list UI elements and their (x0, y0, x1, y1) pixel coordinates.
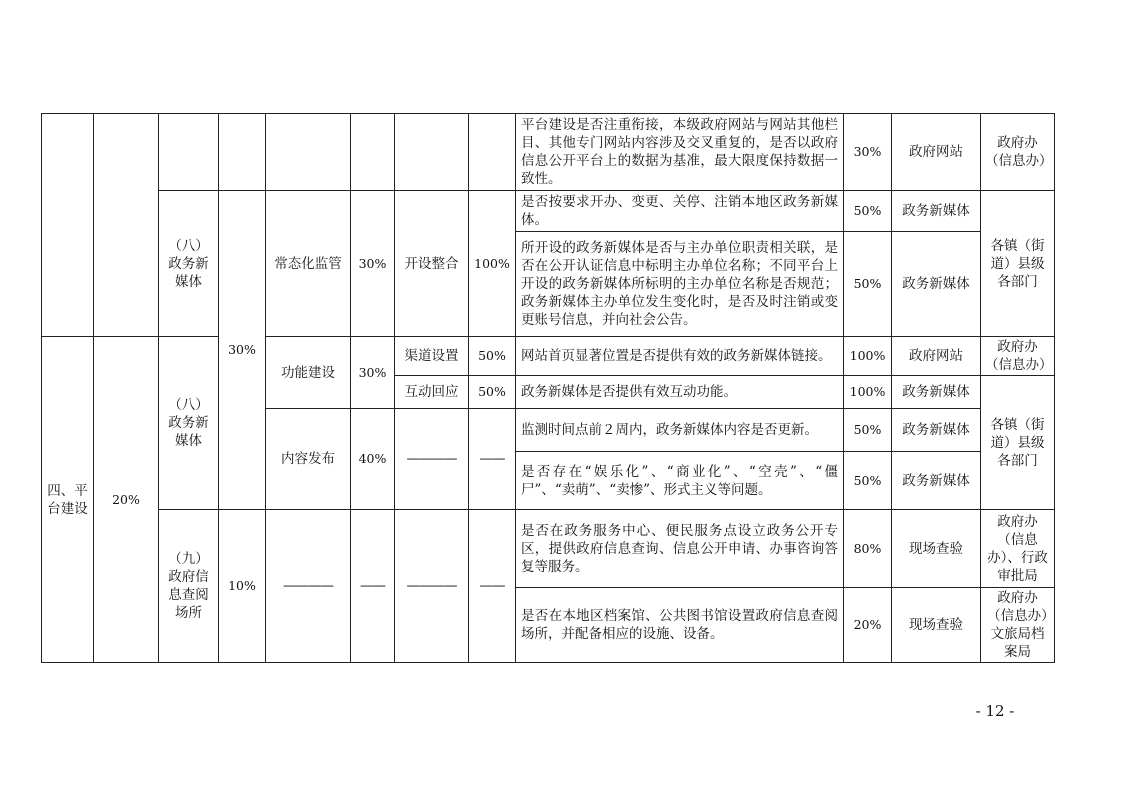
category-weight-cell: 10% (219, 510, 266, 663)
criterion-cell: 是否存在“娱乐化”、“商业化”、“空壳”、“僵尸”、“卖萌”、“卖惨”、形式主义等问题。 (516, 452, 844, 510)
score-weight-cell: 100% (844, 376, 892, 409)
score-weight-cell: 50% (844, 191, 892, 232)
owner-cell: 政府办（信息办）、行政审批局 (981, 510, 1055, 588)
blank-cell (42, 114, 94, 337)
blank-cell (266, 114, 351, 191)
item-weight-cell: —— (469, 510, 516, 663)
blank-cell (159, 114, 219, 191)
table-row (42, 191, 1055, 232)
category-cell: （八）政务新媒体 (159, 337, 219, 510)
item-cell: 互动回应 (395, 376, 469, 409)
criterion-cell: 是否按要求开办、变更、关停、注销本地区政务新媒体。 (516, 191, 844, 232)
method-cell: 政务新媒体 (892, 452, 981, 510)
criterion-cell: 平台建设是否注重衔接，本级政府网站与网站其他栏目、其他专门网站内容涉及交叉重复的，是否以政府信息公开平台上的数据为基准，最大限度保持数据一致性。 (516, 114, 844, 191)
blank-cell (351, 114, 395, 191)
section-weight-cell: 20% (94, 337, 159, 663)
score-weight-cell: 30% (844, 114, 892, 191)
score-weight-cell: 100% (844, 337, 892, 376)
criterion-cell: 是否在政务服务中心、便民服务点设立政务公开专区，提供政府信息查询、信息公开申请、办事咨询答复等服务。 (516, 510, 844, 588)
subcategory-weight-cell: 30% (351, 191, 395, 337)
item-weight-cell: —— (469, 409, 516, 510)
category-cell: （九）政府信息查阅场所 (159, 510, 219, 663)
method-cell: 政务新媒体 (892, 409, 981, 452)
blank-cell (94, 114, 159, 337)
subcategory-cell: 功能建设 (266, 337, 351, 409)
criterion-cell: 所开设的政务新媒体是否与主办单位职责相关联，是否在公开认证信息中标明主办单位名称；不同平台上开设的政务新媒体所标明的主办单位名称是否规范；政务新媒体主办单位发生变化时，是否及时注销或变更账号信息，并向社会公告。 (516, 232, 844, 337)
page-number: - 12 - (975, 702, 1015, 720)
criterion-cell: 是否在本地区档案馆、公共图书馆设置政府信息查阅场所，并配备相应的设施、设备。 (516, 588, 844, 663)
owner-cell: 各镇（街道）县级各部门 (981, 376, 1055, 510)
criterion-cell: 网站首页显著位置是否提供有效的政务新媒体链接。 (516, 337, 844, 376)
owner-cell: 政府办（信息办） (981, 114, 1055, 191)
subcategory-cell: ———— (266, 510, 351, 663)
score-weight-cell: 50% (844, 452, 892, 510)
method-cell: 政务新媒体 (892, 376, 981, 409)
item-cell: 渠道设置 (395, 337, 469, 376)
evaluation-table (41, 113, 1055, 663)
method-cell: 政府网站 (892, 337, 981, 376)
blank-cell (395, 114, 469, 191)
table-row (42, 337, 1055, 376)
method-cell: 现场查验 (892, 510, 981, 588)
method-cell: 政务新媒体 (892, 191, 981, 232)
section-cell: 四、平台建设 (42, 337, 94, 663)
subcategory-cell: 常态化监管 (266, 191, 351, 337)
table-row (42, 510, 1055, 588)
table-row (42, 114, 1055, 191)
item-weight-cell: 100% (469, 191, 516, 337)
item-cell: ———— (395, 409, 469, 510)
blank-cell (219, 114, 266, 191)
score-weight-cell: 50% (844, 232, 892, 337)
owner-cell: 政府办（信息办） (981, 337, 1055, 376)
criterion-cell: 监测时间点前２周内，政务新媒体内容是否更新。 (516, 409, 844, 452)
score-weight-cell: 80% (844, 510, 892, 588)
item-cell: 开设整合 (395, 191, 469, 337)
method-cell: 政府网站 (892, 114, 981, 191)
subcategory-cell: 内容发布 (266, 409, 351, 510)
owner-cell: 各镇（街道）县级各部门 (981, 191, 1055, 337)
item-weight-cell: 50% (469, 337, 516, 376)
category-weight-cell: 30% (219, 191, 266, 510)
item-weight-cell: 50% (469, 376, 516, 409)
subcategory-weight-cell: —— (351, 510, 395, 663)
score-weight-cell: 50% (844, 409, 892, 452)
item-cell: ———— (395, 510, 469, 663)
method-cell: 政务新媒体 (892, 232, 981, 337)
subcategory-weight-cell: 40% (351, 409, 395, 510)
blank-cell (469, 114, 516, 191)
method-cell: 现场查验 (892, 588, 981, 663)
category-cell: （八）政务新媒体 (159, 191, 219, 337)
owner-cell: 政府办（信息办）文旅局档案局 (981, 588, 1055, 663)
criterion-cell: 政务新媒体是否提供有效互动功能。 (516, 376, 844, 409)
subcategory-weight-cell: 30% (351, 337, 395, 409)
score-weight-cell: 20% (844, 588, 892, 663)
